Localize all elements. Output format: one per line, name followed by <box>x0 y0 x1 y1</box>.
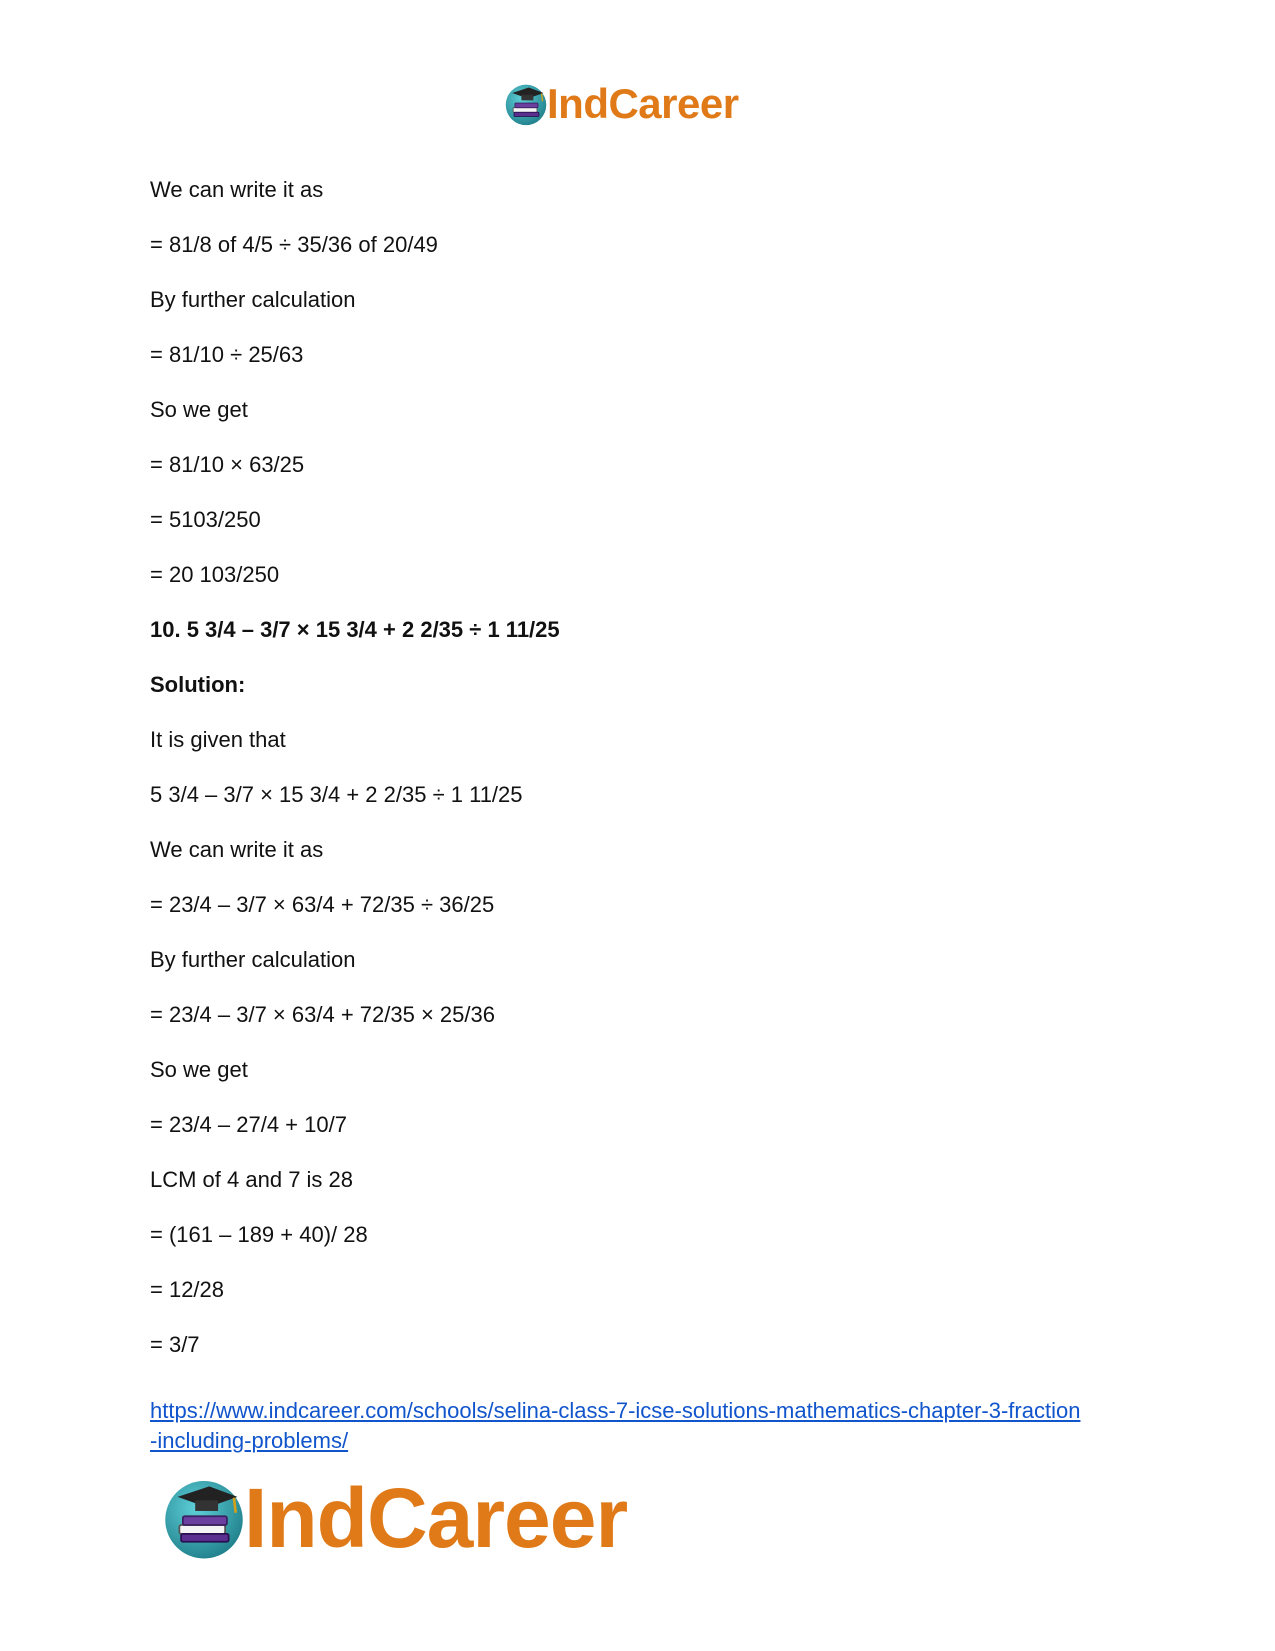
text-line: = 23/4 – 3/7 × 63/4 + 72/35 × 25/36 <box>150 1002 495 1027</box>
brand-wordmark: IndCareer <box>547 80 739 127</box>
source-link-line1[interactable]: https://www.indcareer.com/schools/selina-class-7-icse-solutions-mathematics-chapter-3-fraction <box>150 1398 1081 1423</box>
footer-logo <box>160 1468 700 1568</box>
text-line: = (161 – 189 + 40)/ 28 <box>150 1222 368 1247</box>
text-line: = 3/7 <box>150 1332 200 1357</box>
text-line: We can write it as <box>150 837 324 862</box>
graduation-book-icon <box>503 81 549 127</box>
document-body <box>150 176 1130 1386</box>
text-line: By further calculation <box>150 947 356 972</box>
graduation-book-icon <box>160 1474 248 1562</box>
text-line: 5 3/4 – 3/7 × 15 3/4 + 2 2/35 ÷ 1 11/25 <box>150 782 523 807</box>
text-line: = 20 103/250 <box>150 562 280 587</box>
brand-wordmark: IndCareer <box>244 1471 628 1565</box>
text-line: It is given that <box>150 727 286 752</box>
solution-label: Solution: <box>150 672 246 697</box>
source-link-line2[interactable]: -including-problems/ <box>150 1428 349 1453</box>
source-link[interactable] <box>150 1396 1130 1456</box>
text-line: = 23/4 – 27/4 + 10/7 <box>150 1112 347 1137</box>
text-line: = 23/4 – 3/7 × 63/4 + 72/35 ÷ 36/25 <box>150 892 495 917</box>
text-line: = 5103/250 <box>150 507 261 532</box>
text-line: = 81/10 ÷ 25/63 <box>150 342 304 367</box>
text-line: = 12/28 <box>150 1277 225 1302</box>
text-line: By further calculation <box>150 287 356 312</box>
text-line: So we get <box>150 1057 248 1082</box>
question-heading: 10. 5 3/4 – 3/7 × 15 3/4 + 2 2/35 ÷ 1 11/25 <box>150 617 560 642</box>
text-line: We can write it as <box>150 177 324 202</box>
text-line: = 81/10 × 63/25 <box>150 452 305 477</box>
text-line: LCM of 4 and 7 is 28 <box>150 1167 354 1192</box>
header-logo <box>503 78 783 130</box>
text-line: So we get <box>150 397 248 422</box>
text-line: = 81/8 of 4/5 ÷ 35/36 of 20/49 <box>150 232 438 257</box>
